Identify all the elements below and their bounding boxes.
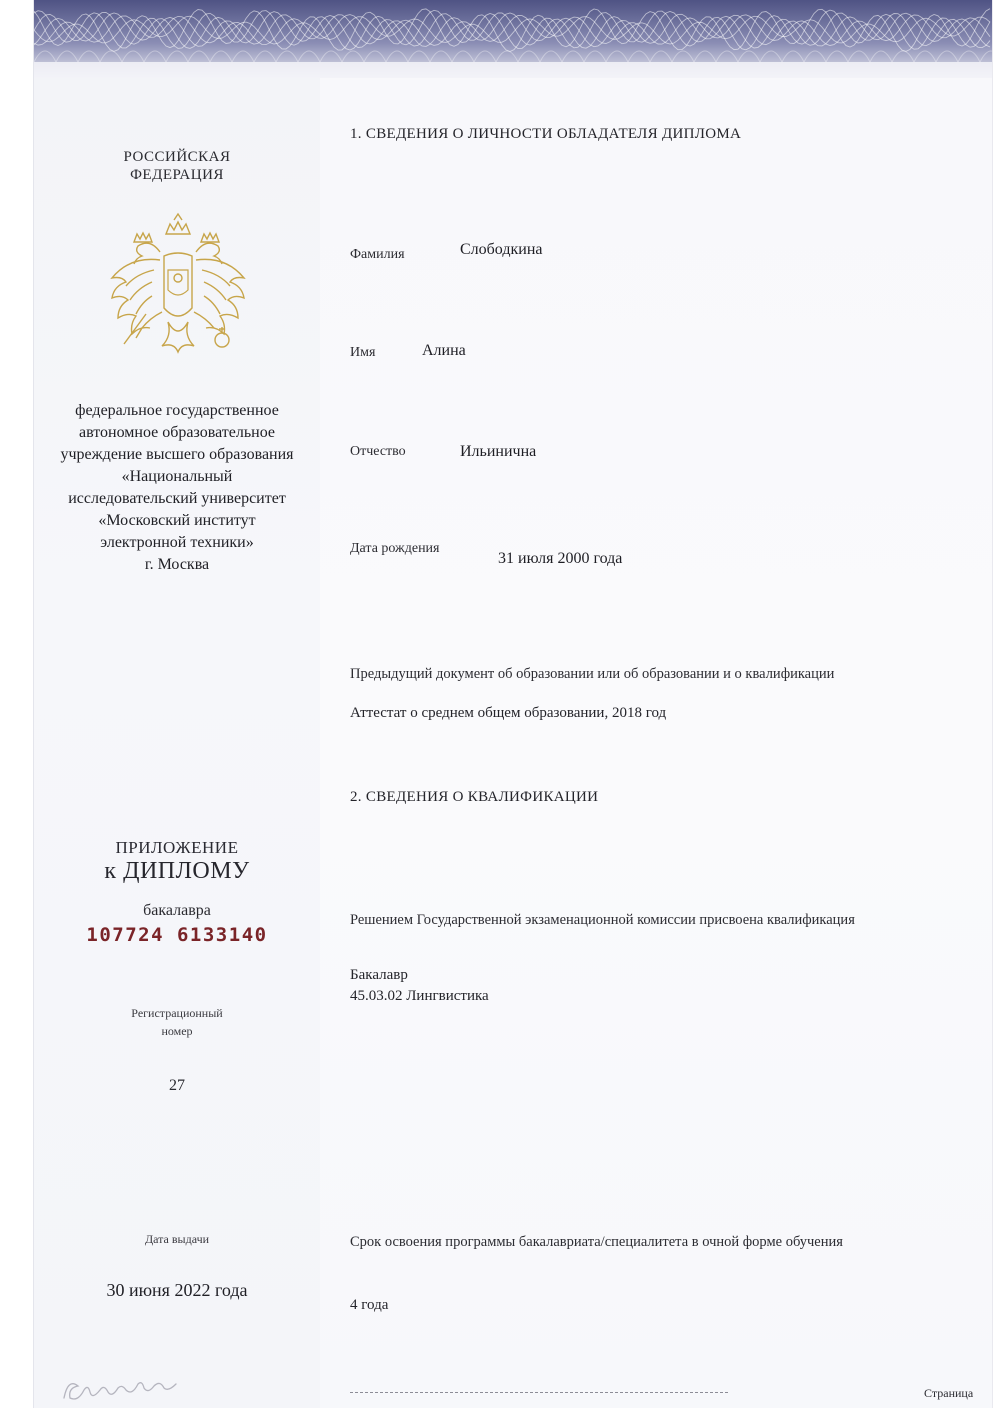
university-line: автономное образовательное [78,424,275,441]
previous-document-label: Предыдущий документ об образовании или об образовании и о квалификации [350,666,835,682]
university-line: «Национальный [121,468,233,485]
scan-edge-left [0,0,34,1408]
registration-label-line-1: Регистрационный [131,1006,223,1020]
issue-date: 30 июня 2022 года [106,1280,248,1300]
registration-number: 27 [169,1077,185,1094]
university-line: г. Москва [144,556,210,573]
footer-divider [350,1392,728,1393]
section-2-title: 2. СВЕДЕНИЯ О КВАЛИФИКАЦИИ [350,789,599,805]
study-duration-label: Срок освоения программы бакалавриата/специалитета в очной форме обучения [350,1234,843,1250]
qualification-title: Бакалавр [350,967,408,983]
registration-label-line-2: номер [161,1024,193,1038]
issue-date-label: Дата выдачи [144,1232,210,1246]
russian-coat-of-arms-icon [104,212,252,374]
study-duration-value: 4 года [350,1297,389,1313]
surname-value: Слободкина [460,241,543,258]
university-line: федеральное государственное [75,402,279,419]
university-line: электронной техники» [100,534,254,551]
serial-number: 107724 6133140 [86,924,268,946]
university-line: учреждение высшего образования [60,446,294,463]
name-value: Алина [422,342,466,359]
page-label: Страница [924,1386,974,1400]
registration-number-label [34,1004,320,1040]
supplement-title: ПРИЛОЖЕНИЕ [115,838,239,857]
country-line-2: ФЕДЕРАЦИЯ [130,167,224,183]
qualification-program: 45.03.02 Лингвистика [350,988,489,1004]
section-1-title: 1. СВЕДЕНИЯ О ЛИЧНОСТИ ОБЛАДАТЕЛЯ ДИПЛОМА [350,126,742,142]
university-line: исследовательский университет [68,490,286,507]
university-name [34,400,320,576]
country-line-1: РОССИЙСКАЯ [123,149,231,165]
country-name [34,148,320,184]
surname-label: Фамилия [350,247,405,262]
university-line: «Московский институт [98,512,256,529]
scan-edge-right [992,0,1000,1408]
degree-level: бакалавра [143,902,211,919]
patronymic-value: Ильинична [460,443,537,460]
supplement-subtitle: к ДИПЛОМУ [104,858,250,884]
patronymic-label: Отчество [350,444,406,459]
previous-document-value: Аттестат о среднем общем образовании, 2018 год [350,705,667,721]
guilloche-band [34,0,992,78]
qualification-label: Решением Государственной экзаменационной комиссии присвоена квалификация [350,912,855,928]
right-panel [320,78,992,1408]
handwritten-signature [58,1370,238,1406]
birth-date-value: 31 июля 2000 года [498,550,623,567]
birth-date-label: Дата рождения [350,541,440,556]
name-label: Имя [350,345,376,360]
